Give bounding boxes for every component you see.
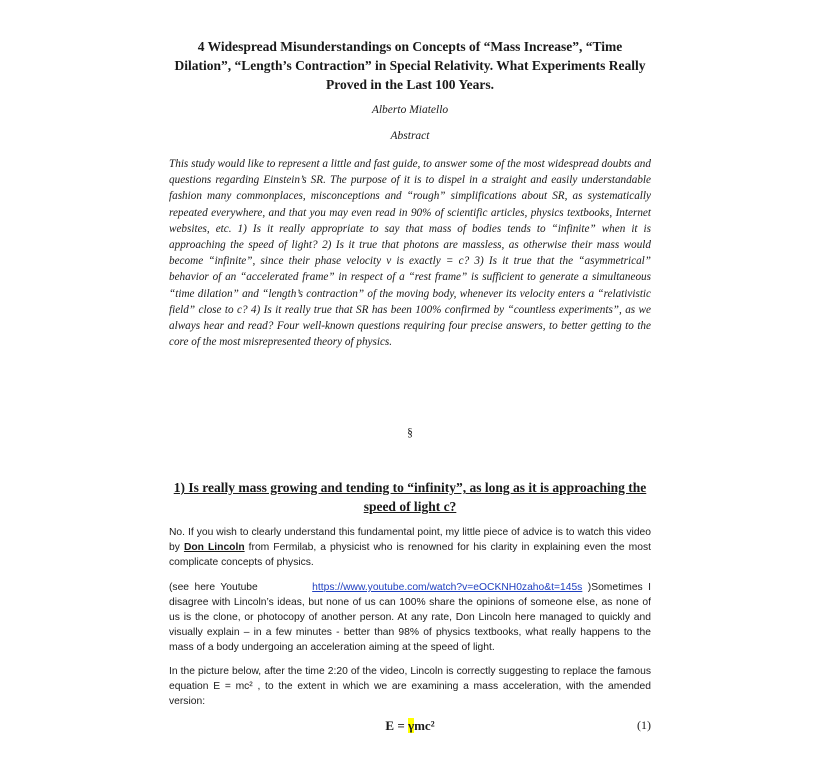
- equation-left: E =: [385, 718, 408, 733]
- author-name: Alberto Miatello: [371, 104, 449, 116]
- youtube-link[interactable]: https://www.youtube.com/watch?v=eOCKNH0zaho&t=145s: [312, 582, 583, 593]
- paragraph-equation-intro: In the picture below, after the time 2:20 of the video, Lincoln is correctly suggesting to replace the famous equation E = mc² , to the extent in which we are examining a mass acceleration, with the amended version:: [169, 666, 651, 707]
- paragraph-intro-text-before: No. If you wish to clearly understand this fundamental point, my little piece of advice is to watch this video by: [169, 527, 651, 553]
- abstract-heading: Abstract: [390, 130, 430, 142]
- paragraph-intro-text-after: from Fermilab, a physicist who is renowned for his clarity in explaining even the most complicate concepts of physics.: [169, 542, 651, 568]
- equation-number: (1): [637, 718, 651, 732]
- section-divider: §: [407, 427, 413, 439]
- paragraph-youtube-text-before: (see here Youtube: [169, 582, 313, 593]
- author-reference: Don Lincoln: [183, 542, 245, 553]
- equation: [169, 718, 651, 734]
- equation-right: mc²: [414, 718, 435, 733]
- paragraph-intro: [169, 525, 651, 570]
- abstract-text: This study would like to represent a little and fast guide, to answer some of the most widespread doubts and questions regarding Einstein’s SR. The purpose of it is to dispel in a straight and easily understandable fashion many commonplaces, misconceptions and “rough” simplifications about SR, as systematically repeated everywhere, and that you may even read in 90% of scientific articles, physics textbooks, Internet websites, etc. 1) Is it really appropriate to say that mass of bodies tends to “infinite” when it is approaching the speed of light? 2) Is it true that photons are massless, as otherwise their mass would become “infinite”, since their phase velocity v is exactly = c? 3) Is it true that the “asymmetrical” behavior of an “accelerated frame” in respect of a “rest frame” is sufficient to generate a simultaneous “time dilation” and “length’s contraction” of the moving body, whenever its velocity enters a “relativistic field” close to c? 4) Is it really true that SR has been 100% confirmed by “countless experiments”, as we always hear and read? Four well-known questions requiring four precise answers, to better getting to the core of the most misrepresented theory of physics.: [169, 158, 651, 349]
- section-heading: 1) Is really mass growing and tending to “infinity”, as long as it is approaching the speed of light c?: [173, 480, 647, 514]
- paragraph-youtube: [169, 580, 651, 655]
- paper-title: 4 Widespread Misunderstandings on Concepts of “Mass Increase”, “Time Dilation”, “Length’s Contraction” in Special Relativity. What Experiments Really Proved in the Last 100 Years.: [174, 39, 646, 92]
- gamma-symbol: γ: [408, 718, 415, 733]
- equation-block: [169, 718, 651, 738]
- paragraph-youtube-text-after: )Sometimes I disagree with Lincoln’s ideas, but none of us can 100% share the opinions of someone else, as none of us is the clone, or photocopy of another person. At any rate, Don Lincoln here managed to quickly and visually explain – in a few minutes - better than 98% of physics textbooks, what really happens to the mass of a body undergoing an acceleration aiming at the speed of light.: [169, 582, 651, 653]
